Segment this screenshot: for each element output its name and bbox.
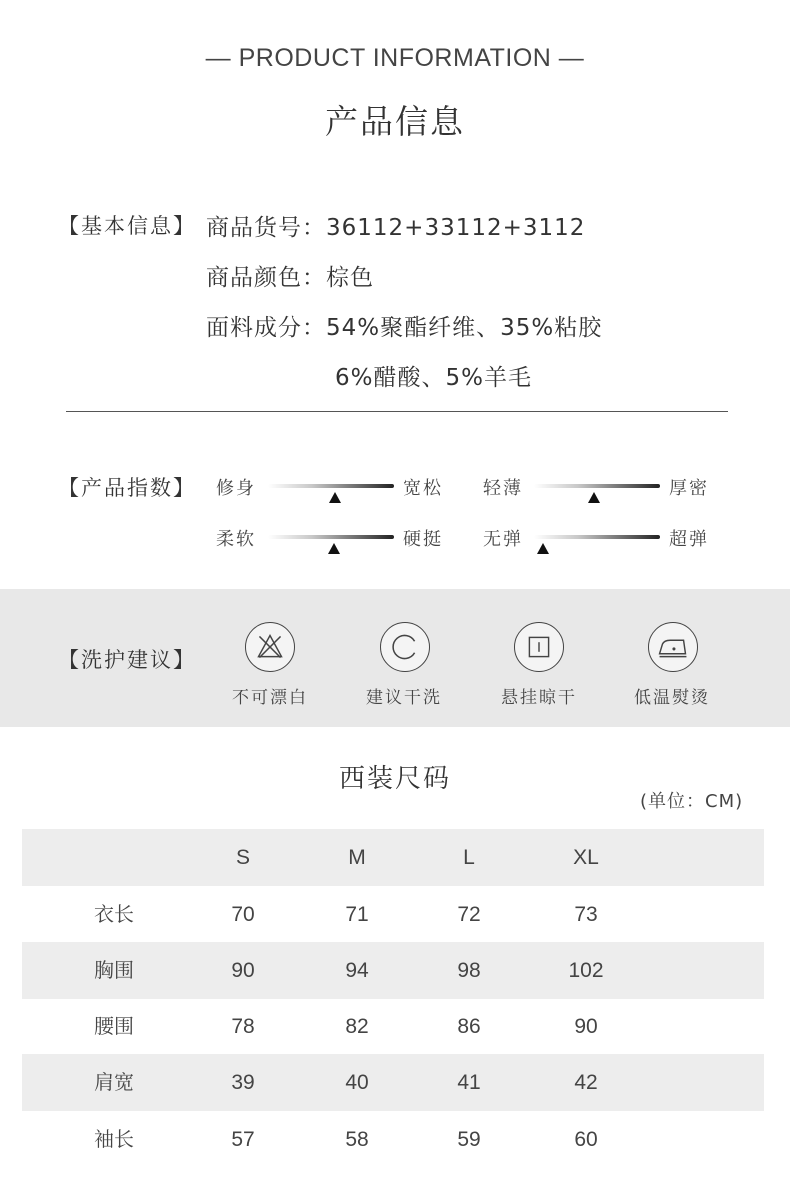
english-title: — PRODUCT INFORMATION — <box>205 44 585 72</box>
table-cell: 40 <box>345 1071 369 1094</box>
low-iron-icon <box>648 622 698 672</box>
table-cell: 71 <box>345 903 369 926</box>
table-row <box>22 886 764 943</box>
no-bleach-icon <box>245 622 295 672</box>
section-divider <box>66 411 728 412</box>
table-cell: 90 <box>574 1015 598 1038</box>
table-cell: 59 <box>457 1128 481 1151</box>
row-label: 腰围 <box>94 1014 134 1038</box>
table-cell: 58 <box>345 1128 369 1151</box>
table-row <box>22 1054 764 1111</box>
table-cell: 102 <box>568 959 604 982</box>
care-item-label: 低温熨烫 <box>634 688 710 708</box>
dry-clean-icon <box>380 622 430 672</box>
table-row <box>22 1111 764 1168</box>
table-cell: 78 <box>231 1015 255 1038</box>
care-section <box>0 589 790 727</box>
size-unit: (单位：CM) <box>640 791 744 812</box>
basic-info-label: 【基本信息】 <box>58 214 196 238</box>
care-item-label: 建议干洗 <box>366 688 442 708</box>
table-cell: 73 <box>574 903 598 926</box>
row-label: 肩宽 <box>94 1070 134 1094</box>
size-column-header: XL <box>573 846 599 869</box>
table-cell: 57 <box>231 1128 255 1151</box>
table-cell: 90 <box>231 959 255 982</box>
index-bar <box>534 484 660 488</box>
care-item-label: 不可漂白 <box>232 688 308 708</box>
index-scale-elasticity <box>0 521 790 561</box>
table-row <box>22 942 764 999</box>
table-cell: 70 <box>231 903 255 926</box>
size-column-header: L <box>463 846 475 869</box>
index-marker <box>537 543 549 554</box>
index-left-label: 修身 <box>216 478 256 499</box>
row-label: 袖长 <box>94 1127 134 1151</box>
index-right-label: 硬挺 <box>403 529 443 550</box>
table-row <box>22 998 764 1055</box>
index-left-label: 柔软 <box>216 529 256 550</box>
table-cell: 86 <box>457 1015 481 1038</box>
size-chart-title: 西装尺码 <box>338 764 451 794</box>
index-left-label: 无弹 <box>483 529 523 550</box>
table-cell: 98 <box>457 959 481 982</box>
size-column-header: M <box>348 846 366 869</box>
table-cell: 82 <box>345 1015 369 1038</box>
table-cell: 39 <box>231 1071 255 1094</box>
care-label: 【洗护建议】 <box>58 648 196 672</box>
hang-dry-icon <box>514 622 564 672</box>
table-cell: 42 <box>574 1071 598 1094</box>
fabric-composition-line2: 6%醋酸、5%羊毛 <box>335 365 532 391</box>
index-bar <box>534 535 660 539</box>
index-left-label: 轻薄 <box>483 478 523 499</box>
row-label: 衣长 <box>94 902 134 926</box>
index-right-label: 宽松 <box>403 478 443 499</box>
table-cell: 60 <box>574 1128 598 1151</box>
table-cell: 94 <box>345 959 369 982</box>
size-column-header: S <box>235 846 250 869</box>
care-item-label: 悬挂晾干 <box>501 688 577 708</box>
index-scale-thickness <box>0 470 790 510</box>
row-label: 胸围 <box>94 958 134 982</box>
index-marker <box>588 492 600 503</box>
product-color: 商品颜色：棕色 <box>206 265 374 291</box>
size-header-row <box>22 829 764 886</box>
product-index-label: 【产品指数】 <box>58 476 196 500</box>
index-right-label: 厚密 <box>669 478 709 499</box>
page-title: 产品信息 <box>325 102 465 141</box>
fabric-composition-line1: 面料成分：54%聚酯纤维、35%粘胶 <box>206 315 603 341</box>
index-right-label: 超弹 <box>669 529 709 550</box>
table-cell: 72 <box>457 903 481 926</box>
item-number: 商品货号：36112+33112+3112 <box>206 215 586 241</box>
table-cell: 41 <box>457 1071 481 1094</box>
